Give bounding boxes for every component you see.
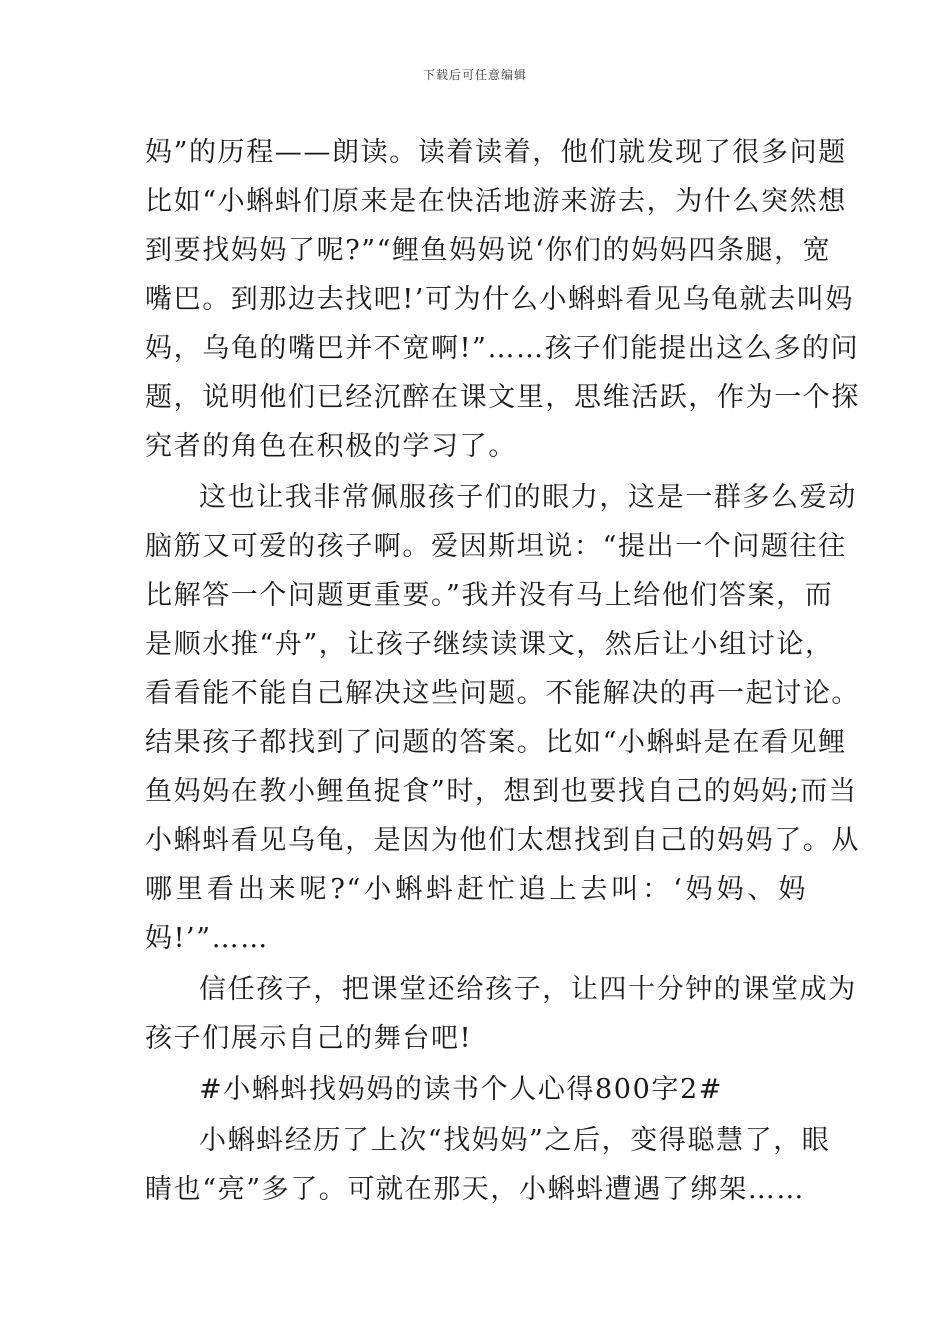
paragraph-start-line: 信任孩子，把课堂还给孩子，让四十分钟的课堂成为: [199, 974, 857, 1005]
text-line: 结果孩子都找到了问题的答案。比如“小蝌蚪是在看见鲤: [145, 727, 847, 758]
text-line: 嘴巴。到那边去找吧!’可为什么小蝌蚪看见乌龟就去叫妈: [145, 284, 855, 315]
text-line: 鱼妈妈在教小鲤鱼捉食”时，想到也要找自己的妈妈;而当: [145, 776, 858, 807]
text-line: 睛也“亮”多了。可就在那天，小蝌蚪遭遇了绑架……: [145, 1174, 806, 1205]
body-text: [145, 128, 860, 1214]
paragraph-start-line: 这也让我非常佩服孩子们的眼力，这是一群多么爱动: [199, 482, 857, 513]
text-line: 妈!’”……: [145, 923, 269, 954]
text-line: 小蝌蚪看见乌龟，是因为他们太想找到自己的妈妈了。从: [145, 825, 860, 856]
text-line: 是顺水推“舟”，让孩子继续读课文，然后让小组讨论，: [145, 629, 834, 660]
text-line: 到要找妈妈了呢?”“鲤鱼妈妈说‘你们的妈妈四条腿，宽: [145, 235, 832, 266]
text-line: 看看能不能自己解决这些问题。不能解决的再一起讨论。: [145, 678, 860, 709]
text-line: 妈”的历程——朗读。读着读着，他们就发现了很多问题: [145, 137, 847, 168]
header-note: 下载后可任意编辑: [422, 68, 527, 82]
text-line: 比解答一个问题更重要。”我并没有马上给他们答案，而: [145, 580, 834, 611]
text-line: 孩子们展示自己的舞台吧!: [145, 1023, 473, 1054]
section-heading: #小蝌蚪找妈妈的读书个人心得800字2#: [199, 1074, 723, 1105]
text-line: 妈，乌龟的嘴巴并不宽啊!”……孩子们能提出这么多的问: [145, 333, 860, 364]
text-line: 题，说明他们已经沉醉在课文里，思维活跃，作为一个探: [145, 382, 860, 413]
text-line: 比如“小蝌蚪们原来是在快活地游来游去，为什么突然想: [145, 186, 847, 217]
text-line: 究者的角色在积极的学习了。: [145, 431, 517, 462]
paragraph-start-line: 小蝌蚪经历了上次“找妈妈”之后，变得聪慧了，眼: [199, 1125, 831, 1156]
text-line: 脑筋又可爱的孩子啊。爱因斯坦说：“提出一个问题往往: [145, 531, 847, 562]
text-line: 哪里看出来呢?“小蝌蚪赶忙追上去叫：‘妈妈、妈: [145, 874, 807, 905]
